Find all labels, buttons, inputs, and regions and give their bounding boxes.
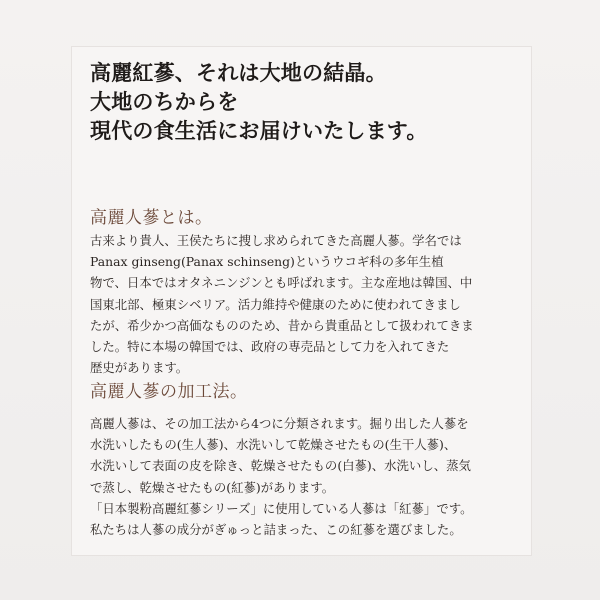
body-line: 高麗人蔘は、その加工法から4つに分類されます。掘り出した人蔘を xyxy=(90,416,469,431)
body-line: 私たちは人蔘の成分がぎゅっと詰まった、この紅蔘を選びました。 xyxy=(90,522,462,538)
headline-line: 大地のちからを xyxy=(90,89,239,114)
headline-line: 高麗紅蔘、それは大地の結晶。 xyxy=(90,60,387,85)
body-line: 水洗いしたもの(生人蔘)、水洗いして乾燥させたもの(生干人蔘)、 xyxy=(90,437,457,453)
section-title-processing-method: 高麗人蔘の加工法。 xyxy=(90,382,248,402)
body-line: 歴史があります。 xyxy=(90,360,189,376)
body-line: 物で、日本ではオタネニンジンとも呼ばれます。主な産地は韓国、中 xyxy=(90,275,473,291)
body-line: で蒸し、乾燥させたもの(紅蔘)があります。 xyxy=(90,479,335,495)
section-title-what-is-ginseng: 高麗人蔘とは。 xyxy=(90,208,213,228)
body-line: した。特に本場の韓国では、政府の専売品として力を入れてきた xyxy=(90,339,450,355)
body-line: たが、希少かつ高価なもののため、昔から貴重品として扱われてきま xyxy=(90,317,474,333)
headline-line: 現代の食生活にお届けいたします。 xyxy=(90,118,428,143)
body-line: 水洗いして表面の皮を除き、乾燥させたもの(白蔘)、水洗いし、蒸気 xyxy=(90,458,471,474)
section-body-what-is-ginseng xyxy=(90,230,514,378)
section-body-processing-method xyxy=(90,413,514,540)
body-line: 「日本製粉高麗紅蔘シリーズ」に使用している人蔘は「紅蔘」です。 xyxy=(90,500,473,516)
body-line: Panax ginseng(Panax schinseng)というウコギ科の多年生植 xyxy=(90,254,444,270)
body-line: 古来より貴人、王侯たちに捜し求められてきた高麗人蔘。学名では xyxy=(90,233,462,248)
body-line: 国東北部、極東シベリア。活力維持や健康のために使われてきまし xyxy=(90,296,461,312)
headline-block xyxy=(90,58,520,145)
